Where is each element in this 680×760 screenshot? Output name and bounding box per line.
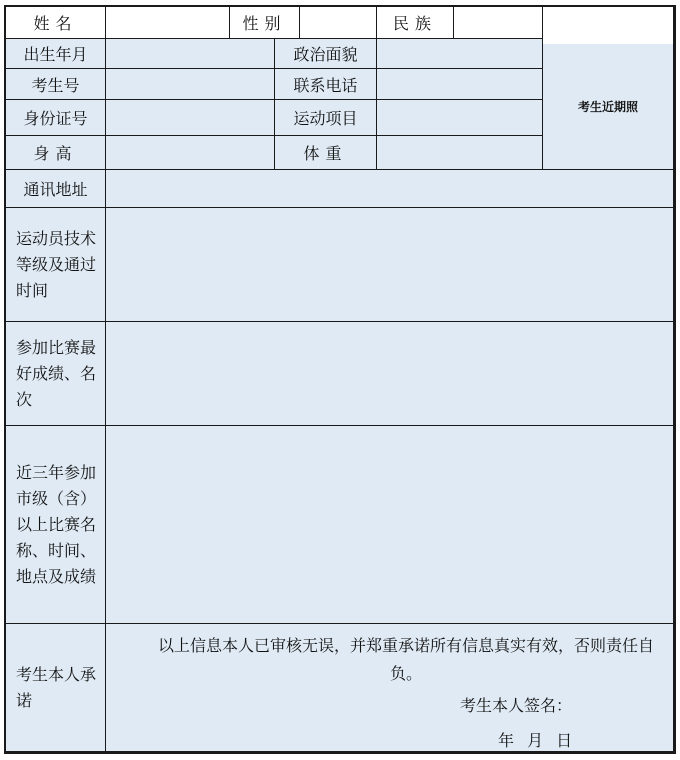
id-number-label: 身份证号: [6, 100, 106, 136]
photo-box: [543, 44, 674, 170]
pledge-label: 考生本人承 诺: [6, 624, 106, 752]
best-result-field[interactable]: [106, 322, 674, 426]
weight-field[interactable]: [377, 136, 543, 170]
ethnicity-field[interactable]: [454, 7, 543, 39]
ethnicity-label: 民族: [377, 7, 454, 39]
address-field[interactable]: [106, 170, 674, 208]
exam-number-field[interactable]: [106, 69, 275, 100]
date-label[interactable]: 年 月 日: [498, 731, 577, 750]
birth-field[interactable]: [106, 39, 275, 69]
height-label: 身高: [6, 136, 106, 170]
gender-field[interactable]: [300, 7, 377, 39]
phone-field[interactable]: [377, 69, 543, 100]
pledge-text: 以上信息本人已审核无误，并郑重承诺所有信息真实有效，否则责任自负。: [157, 636, 654, 683]
address-label: 通讯地址: [6, 170, 106, 208]
recent-competitions-field[interactable]: [106, 426, 674, 624]
recent-competitions-label: 近三年参加 市级（含） 以上比赛名 称、时间、 地点及成绩: [6, 426, 106, 624]
signature-label[interactable]: 考生本人签名：: [460, 696, 573, 715]
birth-label: 出生年月: [6, 39, 106, 69]
weight-label: 体重: [275, 136, 377, 170]
id-number-field[interactable]: [106, 100, 275, 136]
photo-label: 考生近期照: [577, 100, 638, 114]
sport-label: 运动项目: [275, 100, 377, 136]
best-result-label: 参加比赛最 好成绩、名 次: [6, 322, 106, 426]
gender-label: 性别: [230, 7, 300, 39]
political-label: 政治面貌: [275, 39, 377, 69]
exam-number-label: 考生号: [6, 69, 106, 100]
athlete-grade-field[interactable]: [106, 208, 674, 322]
name-field[interactable]: [106, 7, 230, 39]
athlete-grade-label: 运动员技术 等级及通过 时间: [6, 208, 106, 322]
height-field[interactable]: [106, 136, 275, 170]
sport-field[interactable]: [377, 100, 543, 136]
photo-top-area: [543, 7, 674, 44]
political-field[interactable]: [377, 39, 543, 69]
phone-label: 联系电话: [275, 69, 377, 100]
name-label: 姓名: [6, 7, 106, 39]
